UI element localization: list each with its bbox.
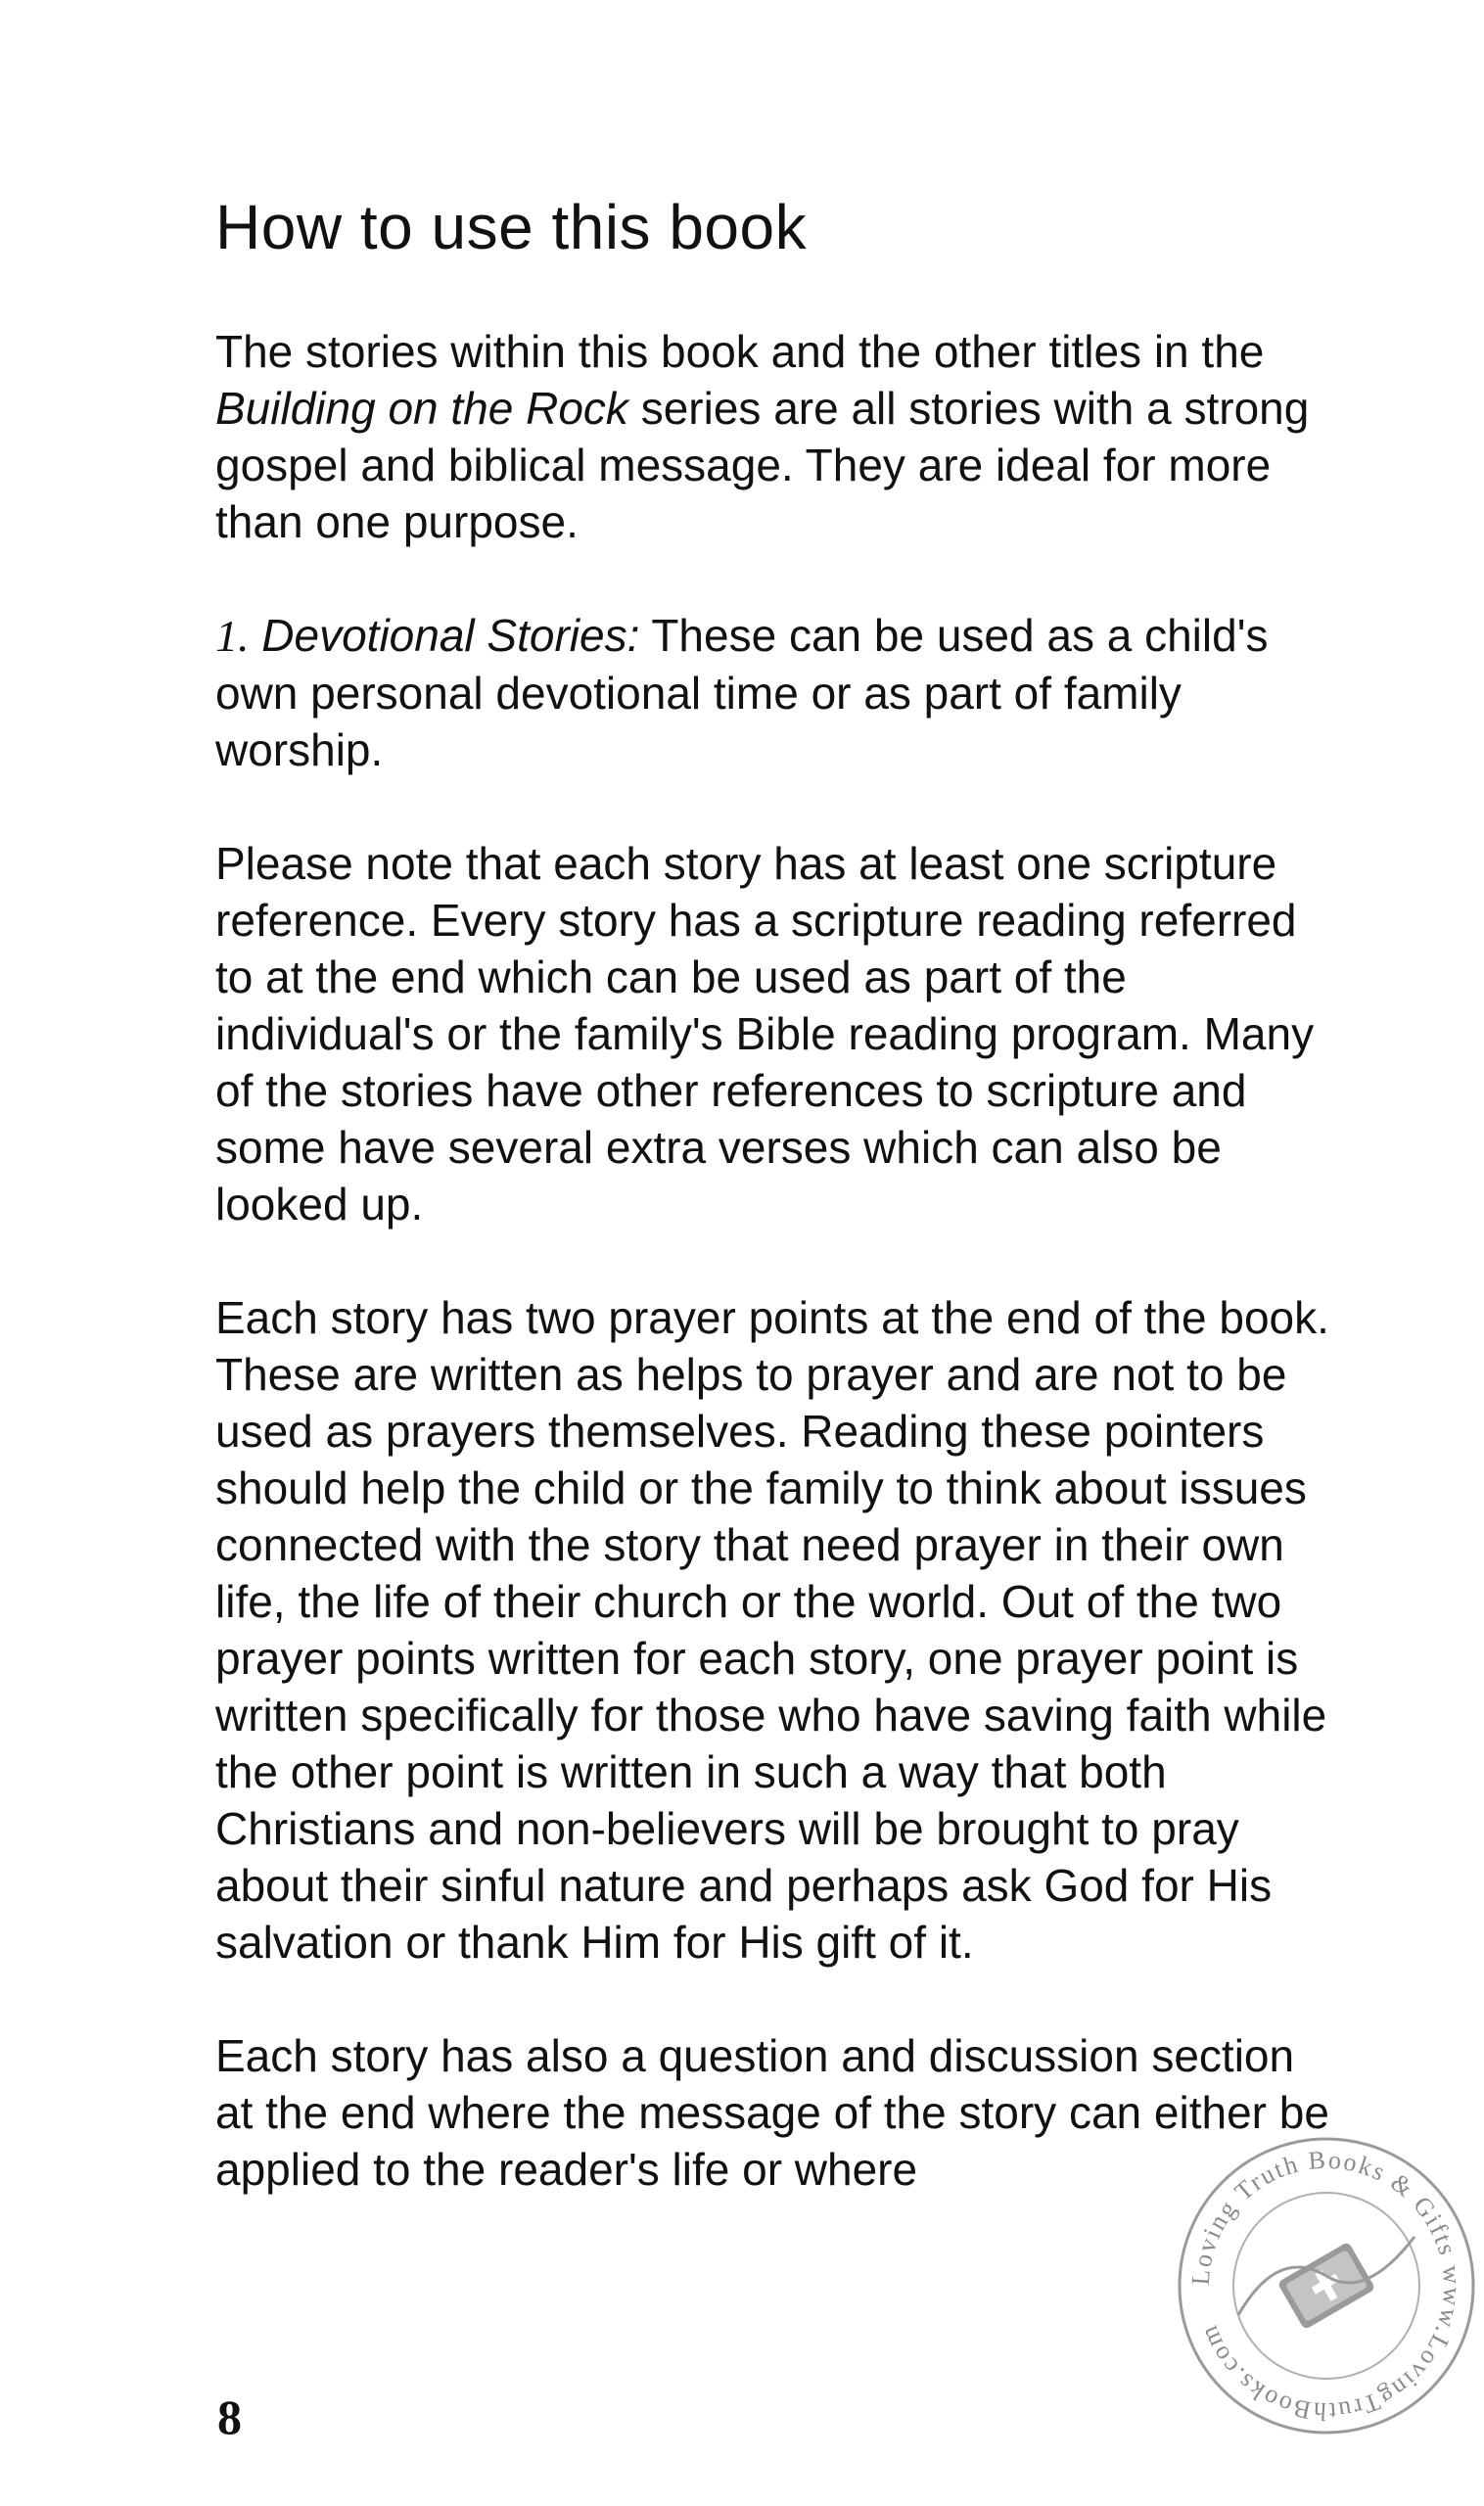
paragraph-devotional	[215, 607, 1331, 778]
section-heading: Devotional Stories:	[261, 610, 640, 661]
section-text: These can be used as a child's own personal devotional time or as part of family worship.	[215, 610, 1269, 775]
paragraph-discussion: Each story has also a question and discussion section at the end where the message of the story can either be applied to the reader's life or where	[215, 2030, 1329, 2195]
paragraph-prayer: Each story has two prayer points at the end of the book. These are written as helps to prayer and are not to be used as prayers themselves. Reading these pointers should help the child or the family to think about issues connected with the story that need prayer in their own life, the life of their church or the world. Out of the two prayer points written for each story, one prayer point is written specifically for those who have saving faith while the other point is written in such a way that both Christians and non-believers will be brought to pray about their sinful nature and perhaps ask God for His salvation or thank Him for His gift of it.	[215, 1292, 1329, 1968]
body-text	[215, 323, 1331, 2254]
paragraph-scripture: Please note that each story has at least one scripture reference. Every story has a scripture reading referred to at the end which can be used as part of the individual's or the family's Bible reading program. Many of the stories have other references to scripture and some have several extra verses which can also be looked up.	[215, 838, 1315, 1230]
intro-text-before: The stories within this book and the other titles in the	[215, 326, 1265, 377]
series-title: Building on the Rock	[215, 383, 628, 434]
page-number: 8	[217, 2390, 242, 2444]
page-title: How to use this book	[215, 192, 808, 262]
watermark-text: Loving Truth Books & Gifts www.LovingTruthBooks.com	[1185, 2145, 1467, 2427]
section-number: 1.	[215, 611, 250, 661]
watermark-stamp	[1170, 2129, 1483, 2442]
paragraph-intro	[215, 323, 1331, 550]
intro-text-after: series are all stories with a strong gospel and biblical message. They are ideal for more than one purpose.	[215, 383, 1310, 547]
